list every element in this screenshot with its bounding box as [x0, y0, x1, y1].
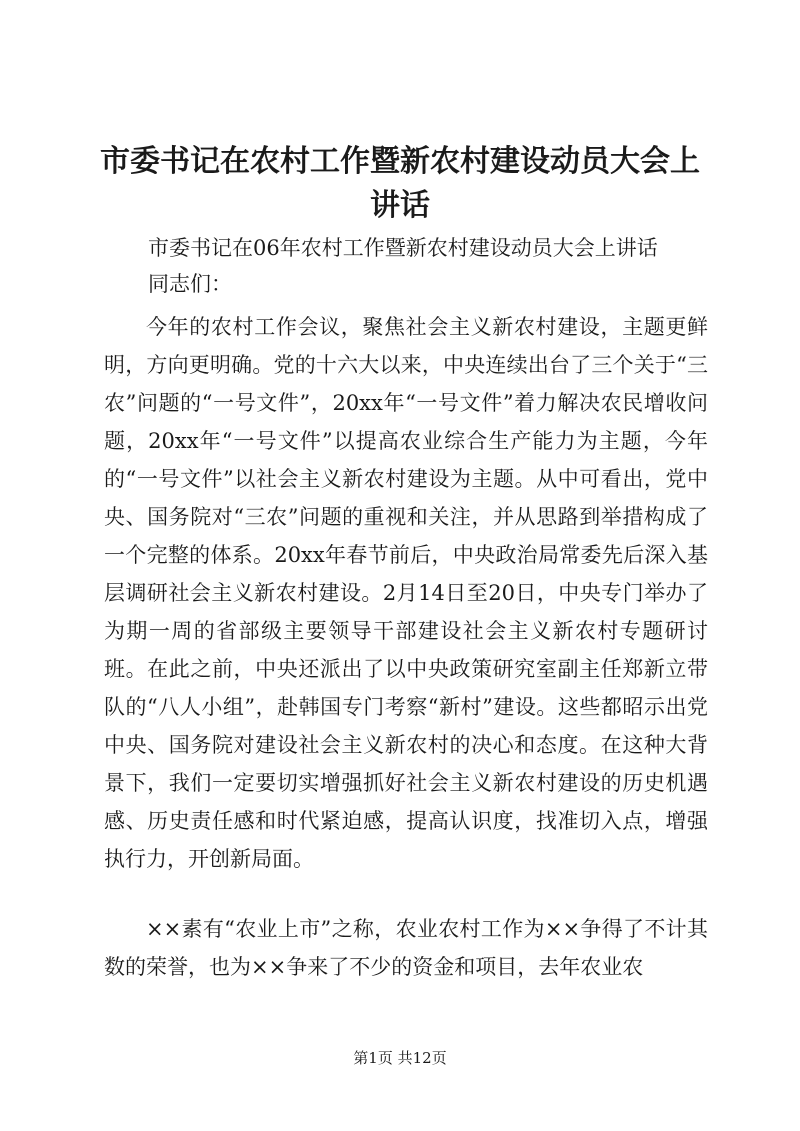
greeting: 同志们： [148, 272, 232, 296]
document-subtitle: 市委书记在06年农村工作暨新农村建设动员大会上讲话 [148, 236, 658, 260]
page-number: 第1页 共12页 [353, 1049, 447, 1067]
document-title: 市委书记在农村工作暨新农村建设动员大会上讲话 [100, 144, 700, 223]
body-paragraph: ××素有“农业上市”之称，农业农村工作为××争得了不计其数的荣誉，也为××争来了不少的资金和项目，去年农业农 [104, 917, 708, 979]
body-paragraph: 今年的农村工作会议，聚焦社会主义新农村建设，主题更鲜明，方向更明确。党的十六大以来，中央连续出台了三个关于“三农”问题的“一号文件”，20xx年“一号文件”着力解决农民增收问题，20xx年“一号文件”以提高农业综合生产能力为主题，今年的“一号文件”以社会主义新农村建设为主题。从中可看出，党中央、国务院对“三农”问题的重视和关注，并从思路到举措构成了一个完整的体系。20xx年春节前后，中央政治局常委先后深入基层调研社会主义新农村建设。2月14日至20日，中央专门举办了为期一周的省部级主要领导干部建设社会主义新农村专题研讨班。在此之前，中央还派出了以中央政策研究室副主任郑新立带队的“八人小组”，赴韩国专门考察“新村”建设。这些都昭示出党中央、国务院对建设社会主义新农村的决心和态度。在这种大背景下，我们一定要切实增强抓好社会主义新农村建设的历史机遇感、历史责任感和时代紧迫感，提高认识度，找准切入点，增强执行力，开创新局面。 [104, 315, 708, 871]
